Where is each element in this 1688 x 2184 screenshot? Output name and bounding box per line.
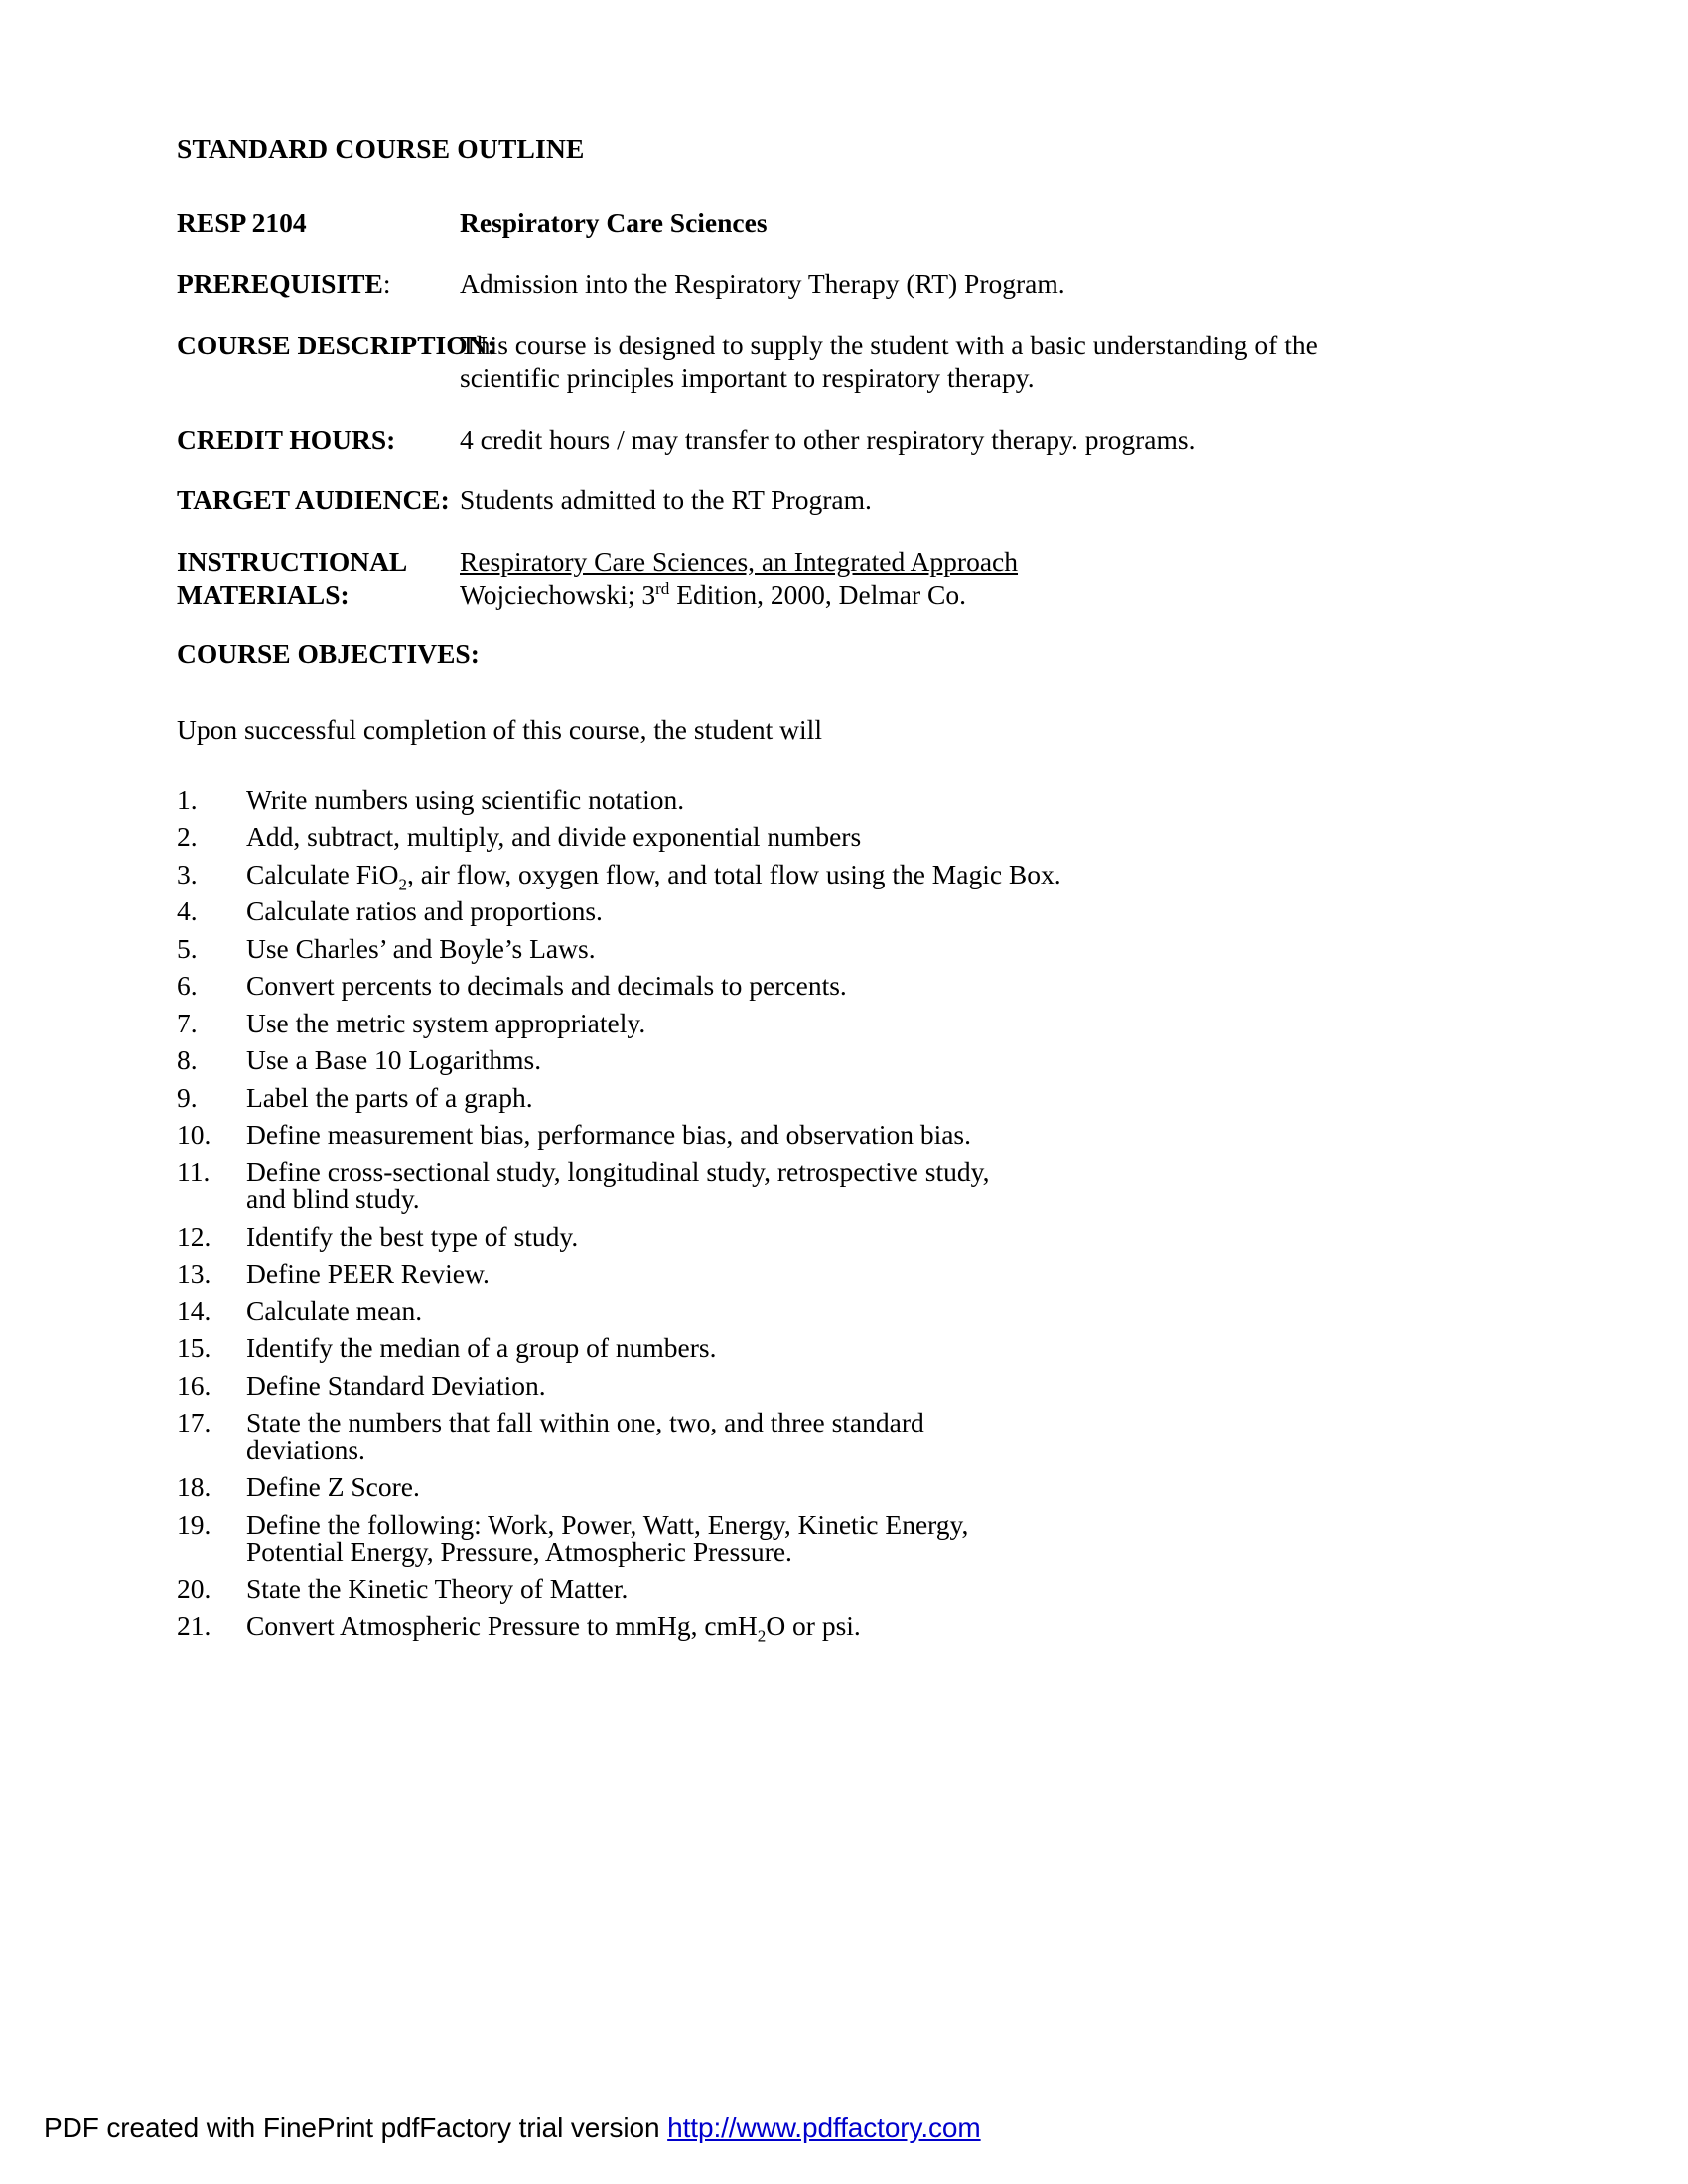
list-item-text: Identify the best type of study. xyxy=(246,1220,579,1252)
list-item-number: 6. xyxy=(177,970,198,1002)
list-item-number: 4. xyxy=(177,895,198,927)
prerequisite-colon: : xyxy=(382,268,391,300)
list-item-text: Define measurement bias, performance bias, and observation bias. xyxy=(246,1119,972,1151)
textbook-citation-suffix: Edition, 2000, Delmar Co. xyxy=(669,579,966,611)
list-item-text: Define Standard Deviation. xyxy=(246,1369,546,1401)
list-item-number: 14. xyxy=(177,1295,211,1326)
list-item-text: Convert percents to decimals and decimals to percents. xyxy=(246,970,847,1002)
list-item-number: 13. xyxy=(177,1258,211,1290)
list-item-number: 2. xyxy=(177,821,198,853)
list-item xyxy=(177,823,1329,851)
instructional-materials-value xyxy=(460,545,1329,612)
list-item-text: Use Charles’ and Boyle’s Laws. xyxy=(246,932,596,964)
list-item-subscript: 2 xyxy=(757,1626,767,1646)
list-item xyxy=(177,1007,1329,1038)
list-item-text xyxy=(246,1156,1329,1215)
credit-hours-value: 4 credit hours / may transfer to other respiratory therapy. programs. xyxy=(460,423,1196,455)
list-item xyxy=(177,1473,1329,1501)
list-item-number: 20. xyxy=(177,1572,211,1604)
list-item-text: Define Z Score. xyxy=(246,1471,420,1503)
pdffactory-link[interactable]: http://www.pdffactory.com xyxy=(667,2113,981,2143)
list-item xyxy=(177,1081,1329,1113)
credit-hours-row xyxy=(177,423,1329,457)
list-item-subscript: 2 xyxy=(398,875,408,894)
list-item-text: Calculate ratios and proportions. xyxy=(246,895,603,927)
list-item-number: 5. xyxy=(177,932,198,964)
list-item-number: 3. xyxy=(177,858,198,889)
course-code-row xyxy=(177,206,1329,240)
list-item-text-pre: Calculate FiO xyxy=(246,858,399,889)
list-item-number: 19. xyxy=(177,1508,211,1540)
list-item-text-pre: Convert Atmospheric Pressure to mmHg, cmH xyxy=(246,1610,758,1642)
list-item xyxy=(177,932,1329,964)
document-content xyxy=(177,135,1329,1650)
prerequisite-value: Admission into the Respiratory Therapy (RT) Program. xyxy=(460,268,1065,300)
list-item-text: Calculate mean. xyxy=(246,1295,423,1326)
list-item xyxy=(177,1369,1329,1401)
textbook-citation-prefix: Wojciechowski; 3 xyxy=(460,579,656,611)
list-item-number: 15. xyxy=(177,1332,211,1364)
list-item-line2: and blind study. xyxy=(246,1183,420,1215)
course-title-value: Respiratory Care Sciences xyxy=(460,206,768,238)
list-item-number: 1. xyxy=(177,783,198,815)
list-item xyxy=(177,783,1329,815)
target-audience-value: Students admitted to the RT Program. xyxy=(460,484,872,516)
course-code-label: RESP 2104 xyxy=(177,206,307,238)
instructional-materials-row xyxy=(177,545,1329,612)
instructional-materials-label-line1: INSTRUCTIONAL xyxy=(177,545,408,577)
list-item-text: Label the parts of a graph. xyxy=(246,1081,533,1113)
list-item-line1: Define the following: Work, Power, Watt, Energy, Kinetic Energy, xyxy=(246,1508,969,1540)
list-item-text-post: O or psi. xyxy=(766,1610,861,1642)
course-description-row xyxy=(177,329,1329,395)
target-audience-label: TARGET AUDIENCE: xyxy=(177,484,450,516)
instructional-materials-label xyxy=(177,545,407,612)
list-item xyxy=(177,1156,1329,1215)
list-item xyxy=(177,897,1329,925)
list-item-number: 9. xyxy=(177,1081,198,1113)
list-item-text: State the Kinetic Theory of Matter. xyxy=(246,1572,629,1604)
list-item-text: Define PEER Review. xyxy=(246,1258,490,1290)
list-item-number: 11. xyxy=(177,1156,211,1187)
course-objectives-heading: COURSE OBJECTIVES: xyxy=(177,637,480,669)
list-item xyxy=(177,858,1329,894)
list-item xyxy=(177,1046,1329,1074)
list-item xyxy=(177,1260,1329,1288)
list-item-number: 18. xyxy=(177,1471,211,1503)
target-audience-row xyxy=(177,483,1329,517)
list-item-text xyxy=(246,1508,1329,1568)
list-item-line2: Potential Energy, Pressure, Atmospheric Pressure. xyxy=(246,1536,792,1568)
list-item-text: Use a Base 10 Logarithms. xyxy=(246,1044,542,1076)
list-item xyxy=(177,1297,1329,1325)
list-item xyxy=(177,1121,1329,1149)
course-description-label: COURSE DESCRIPTION: xyxy=(177,329,496,360)
course-objectives-intro: Upon successful completion of this course, the student will xyxy=(177,714,822,746)
list-item xyxy=(177,1220,1329,1252)
textbook-title: Respiratory Care Sciences, an Integrated Approach xyxy=(460,545,1019,577)
prerequisite-label xyxy=(177,267,390,301)
list-item xyxy=(177,1572,1329,1604)
list-item-line1: State the numbers that fall within one, two, and three standard xyxy=(246,1407,924,1438)
list-item-number: 7. xyxy=(177,1007,198,1038)
list-item-text: Write numbers using scientific notation. xyxy=(246,783,685,815)
list-item-text xyxy=(246,858,1329,894)
list-item-text: Add, subtract, multiply, and divide exponential numbers xyxy=(246,821,862,853)
textbook-edition-ordinal: rd xyxy=(655,579,670,599)
list-item-text-post: , air flow, oxygen flow, and total flow using the Magic Box. xyxy=(407,858,1061,889)
list-item xyxy=(177,1610,1329,1646)
list-item-number: 10. xyxy=(177,1119,211,1151)
list-item-text xyxy=(246,1409,1329,1463)
course-objectives-list xyxy=(177,783,1329,1646)
list-item xyxy=(177,972,1329,1000)
list-item-number: 8. xyxy=(177,1044,198,1076)
list-item xyxy=(177,1508,1329,1568)
list-item-number: 16. xyxy=(177,1369,211,1401)
list-item-number: 17. xyxy=(177,1407,211,1438)
pdf-watermark-footer xyxy=(44,2113,981,2144)
prerequisite-row xyxy=(177,267,1329,301)
list-item xyxy=(177,1334,1329,1362)
prerequisite-label-text: PREREQUISITE xyxy=(177,268,383,300)
list-item-line1: Define cross-sectional study, longitudinal study, retrospective study, xyxy=(246,1156,990,1187)
list-item-text: Identify the median of a group of numbers. xyxy=(246,1332,717,1364)
pdf-watermark-text: PDF created with FinePrint pdfFactory trial version xyxy=(44,2113,668,2143)
list-item-line2: deviations. xyxy=(246,1433,365,1465)
list-item-text xyxy=(246,1610,1329,1646)
instructional-materials-label-line2: MATERIALS: xyxy=(177,579,350,611)
course-description-value: This course is designed to supply the student with a basic understanding of the scientific principles important to respiratory therapy. xyxy=(460,329,1318,394)
credit-hours-label: CREDIT HOURS: xyxy=(177,423,396,455)
list-item xyxy=(177,1409,1329,1463)
list-item-number: 21. xyxy=(177,1610,211,1642)
list-item-text: Use the metric system appropriately. xyxy=(246,1007,646,1038)
page-title: STANDARD COURSE OUTLINE xyxy=(177,133,585,164)
list-item-number: 12. xyxy=(177,1220,211,1252)
